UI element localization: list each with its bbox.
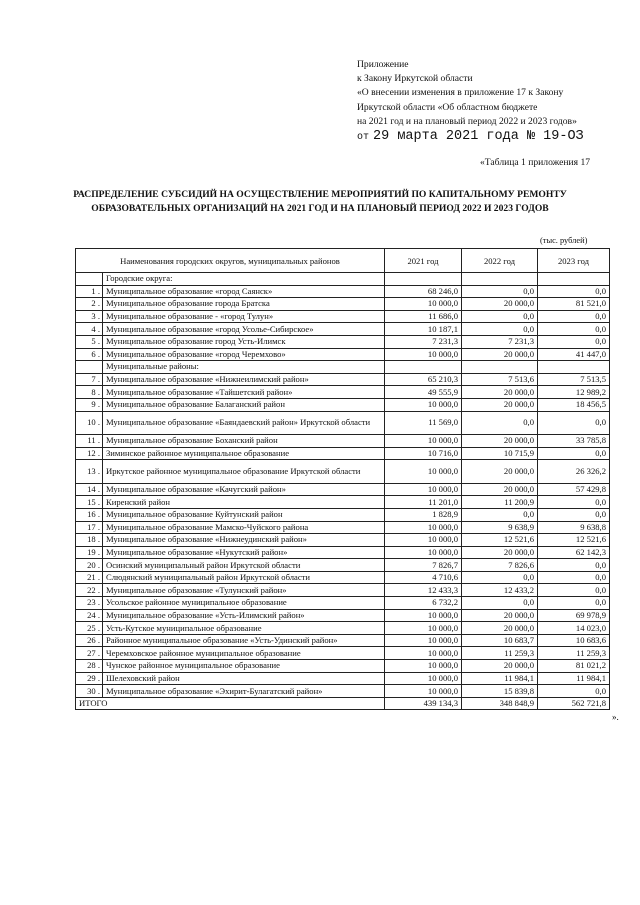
group-row-urban [76,273,610,286]
value-2021: 10 000,0 [385,534,462,547]
group-label-districts: Муниципальные районы: [103,361,385,374]
row-number: 4 . [76,323,103,336]
value-2023: 57 429,8 [538,483,610,496]
value-2021: 4 710,6 [385,571,462,584]
municipality-name: Муниципальное образование «Нижнеудинский район» [106,534,307,545]
table-row [76,584,610,597]
value-2021: 12 433,3 [385,584,462,597]
value-2022: 10 715,9 [462,447,538,460]
table-row [76,285,610,298]
value-2023: 12 989,2 [538,386,610,399]
table-row [76,298,610,311]
row-number: 23 . [76,597,103,610]
table-row [76,496,610,509]
municipality-name: Муниципальное образование «Эхирит-Булагатский район» [106,685,323,696]
value-2021: 6 732,2 [385,597,462,610]
row-number: 2 . [76,298,103,311]
table-row [76,447,610,460]
value-2022: 20 000,0 [462,609,538,622]
value-2022: 0,0 [462,285,538,298]
date-prefix: от [357,132,370,144]
document-title [70,188,570,216]
value-2022: 7 231,3 [462,335,538,348]
value-2023: 0,0 [538,335,610,348]
municipality-name: Муниципальное образование «город Усолье-Сибирское» [106,323,314,334]
appendix-line: Приложение [357,59,409,70]
value-2022: 20 000,0 [462,435,538,448]
appendix-header [357,58,617,147]
row-number: 18 . [76,534,103,547]
value-2022: 20 000,0 [462,546,538,559]
value-2021: 10 000,0 [385,622,462,635]
value-2022: 0,0 [462,323,538,336]
row-number: 3 . [76,310,103,323]
value-2022: 12 521,6 [462,534,538,547]
total-2021: 439 134,3 [385,697,462,709]
value-2021: 10 187,1 [385,323,462,336]
closing-mark: ». [612,712,619,722]
municipality-name: Муниципальное образование «город Саянск» [106,285,273,296]
value-2023: 0,0 [538,508,610,521]
municipality-name: Муниципальное образование «Тулунский район» [106,584,287,595]
municipality-name: Чунское районное муниципальное образование [106,660,280,671]
value-2021: 11 569,0 [385,411,462,435]
value-2021: 7 231,3 [385,335,462,348]
municipality-name: Районное муниципальное образование «Усть-Удинский район» [106,635,338,646]
date-text: 29 марта 2021 года № 19-ОЗ [373,129,584,145]
value-2022: 11 259,3 [462,647,538,660]
table-row [76,335,610,348]
table-row [76,672,610,685]
row-number: 12 . [76,447,103,460]
row-number: 5 . [76,335,103,348]
units-label: (тыс. рублей) [540,236,588,245]
table-row [76,521,610,534]
row-number: 22 . [76,584,103,597]
row-number: 24 . [76,609,103,622]
municipality-name: Усольское районное муниципальное образование [106,597,287,608]
value-2023: 0,0 [538,285,610,298]
table-row [76,609,610,622]
table-row [76,546,610,559]
municipality-name: Иркутское районное муниципальное образование Иркутской области [106,465,361,476]
table-row [76,373,610,386]
value-2022: 0,0 [462,411,538,435]
municipality-name: Муниципальное образование «Тайшетский район» [106,386,293,397]
value-2023: 69 978,9 [538,609,610,622]
table-note: «Таблица 1 приложения 17 [480,157,591,168]
row-number: 27 . [76,647,103,660]
value-2023: 33 785,8 [538,435,610,448]
appendix-line: к Закону Иркутской области [357,73,473,85]
value-2021: 1 828,9 [385,508,462,521]
table-row [76,323,610,336]
total-2023: 562 721,8 [538,697,610,709]
municipality-name: Шелеховский район [106,672,180,683]
row-number: 21 . [76,571,103,584]
value-2022: 20 000,0 [462,298,538,311]
table-row [76,386,610,399]
total-2022: 348 848,9 [462,697,538,709]
value-2023: 12 521,6 [538,534,610,547]
value-2023: 0,0 [538,310,610,323]
value-2022: 11 200,9 [462,496,538,509]
table-row [76,460,610,484]
row-number: 19 . [76,546,103,559]
group-label-urban: Городские округа: [103,273,385,286]
value-2023: 7 513,5 [538,373,610,386]
title-line: ОБРАЗОВАТЕЛЬНЫХ ОРГАНИЗАЦИЙ НА 2021 ГОД И НА ПЛАНОВЫЙ ПЕРИОД 2022 И 2023 ГОДОВ [91,203,549,214]
row-number: 16 . [76,508,103,521]
table-row [76,685,610,698]
value-2022: 7 826,6 [462,559,538,572]
total-label: ИТОГО [76,697,385,709]
column-header-2022: 2022 год [462,249,538,273]
value-2023: 0,0 [538,496,610,509]
subsidy-table [75,248,610,710]
value-2021: 10 000,0 [385,672,462,685]
value-2023: 18 456,5 [538,398,610,411]
municipality-name: Муниципальное образование Боханский район [106,435,278,446]
row-number: 8 . [76,386,103,399]
municipality-name: Муниципальное образование «Баяндаевский район» Иркутской области [106,417,371,428]
municipality-name: Муниципальное образование город Усть-Илимск [106,336,286,347]
table-row [76,508,610,521]
municipality-name: Муниципальное образование Балаганский район [106,399,285,410]
table-row [76,660,610,673]
table-header-row [76,249,610,273]
value-2022: 7 513,6 [462,373,538,386]
table-row [76,534,610,547]
value-2021: 10 000,0 [385,521,462,534]
municipality-name: Муниципальное образование «город Черемхово» [106,348,286,359]
value-2023: 0,0 [538,323,610,336]
group-row-districts [76,361,610,374]
table-row [76,597,610,610]
row-number: 29 . [76,672,103,685]
value-2022: 0,0 [462,508,538,521]
municipality-name: Осинский муниципальный район Иркутской области [106,559,301,570]
value-2023: 11 259,3 [538,647,610,660]
municipality-name: Слюдянский муниципальный район Иркутской области [106,572,311,583]
row-number: 17 . [76,521,103,534]
row-number: 1 . [76,285,103,298]
value-2023: 11 984,1 [538,672,610,685]
value-2021: 10 000,0 [385,435,462,448]
row-number: 25 . [76,622,103,635]
row-number: 9 . [76,398,103,411]
municipality-name: Муниципальное образование - «город Тулун» [106,311,274,322]
value-2021: 10 000,0 [385,546,462,559]
column-header-name: Наименования городских округов, муниципальных районов [76,249,385,273]
value-2023: 26 326,2 [538,460,610,484]
value-2022: 20 000,0 [462,660,538,673]
table-row [76,435,610,448]
value-2021: 10 716,0 [385,447,462,460]
municipality-name: Муниципальное образование города Братска [106,298,270,309]
municipality-name: Муниципальное образование Мамско-Чуйского района [106,521,309,532]
row-number: 11 . [76,435,103,448]
total-row [76,697,610,709]
municipality-name: Киренский район [106,496,170,507]
table-row [76,622,610,635]
municipality-name: Муниципальное образование «Усть-Илимский район» [106,609,305,620]
value-2021: 7 826,7 [385,559,462,572]
row-number: 15 . [76,496,103,509]
value-2021: 11 201,0 [385,496,462,509]
value-2021: 10 000,0 [385,460,462,484]
value-2021: 10 000,0 [385,685,462,698]
value-2023: 0,0 [538,571,610,584]
table-row [76,634,610,647]
value-2022: 20 000,0 [462,460,538,484]
municipality-name: Муниципальное образование Куйтунский район [106,509,283,520]
value-2021: 65 210,3 [385,373,462,386]
value-2023: 14 023,0 [538,622,610,635]
value-2022: 9 638,9 [462,521,538,534]
appendix-line: Иркутской области «Об областном бюджете [357,101,538,113]
title-line: РАСПРЕДЕЛЕНИЕ СУБСИДИЙ НА ОСУЩЕСТВЛЕНИЕ МЕРОПРИЯТИЙ ПО КАПИТАЛЬНОМУ РЕМОНТУ [73,189,567,200]
value-2023: 10 683,6 [538,634,610,647]
row-number: 6 . [76,348,103,361]
value-2021: 68 246,0 [385,285,462,298]
row-number: 30 . [76,685,103,698]
municipality-name: Муниципальное образование «Качугский район» [106,484,286,495]
value-2023: 0,0 [538,584,610,597]
law-date [357,128,617,147]
row-number: 20 . [76,559,103,572]
value-2021: 10 000,0 [385,660,462,673]
appendix-line: на 2021 год и на плановый период 2022 и 2023 годов» [357,115,577,127]
row-number: 13 . [76,460,103,484]
value-2022: 20 000,0 [462,386,538,399]
value-2022: 15 839,8 [462,685,538,698]
value-2023: 0,0 [538,447,610,460]
column-header-2023: 2023 год [538,249,610,273]
value-2023: 62 142,3 [538,546,610,559]
value-2022: 0,0 [462,310,538,323]
value-2023: 0,0 [538,411,610,435]
value-2021: 49 555,9 [385,386,462,399]
municipality-name: Муниципальное образование «Нукутский район» [106,546,288,557]
municipality-name: Зиминское районное муниципальное образование [106,447,290,458]
value-2023: 81 521,0 [538,298,610,311]
table-row [76,647,610,660]
value-2023: 9 638,8 [538,521,610,534]
value-2021: 10 000,0 [385,483,462,496]
value-2022: 0,0 [462,597,538,610]
row-number: 28 . [76,660,103,673]
value-2023: 0,0 [538,597,610,610]
table-row [76,411,610,435]
table-body [76,273,610,710]
value-2021: 11 686,0 [385,310,462,323]
value-2022: 12 433,2 [462,584,538,597]
value-2023: 0,0 [538,559,610,572]
municipality-name: Муниципальное образование «Нижнеилимский район» [106,374,309,385]
table-row [76,398,610,411]
column-header-2021: 2021 год [385,249,462,273]
municipality-name: Усть-Кутское муниципальное образование [106,622,262,633]
table-row [76,559,610,572]
value-2021: 10 000,0 [385,348,462,361]
table-row [76,483,610,496]
table-row [76,310,610,323]
row-number: 14 . [76,483,103,496]
row-number: 7 . [76,373,103,386]
value-2021: 10 000,0 [385,398,462,411]
table-row [76,571,610,584]
value-2021: 10 000,0 [385,647,462,660]
table-row [76,348,610,361]
value-2021: 10 000,0 [385,634,462,647]
value-2022: 20 000,0 [462,348,538,361]
value-2022: 10 683,7 [462,634,538,647]
value-2022: 20 000,0 [462,398,538,411]
row-number: 10 . [76,411,103,435]
value-2023: 81 021,2 [538,660,610,673]
row-number: 26 . [76,634,103,647]
value-2023: 41 447,0 [538,348,610,361]
value-2022: 20 000,0 [462,622,538,635]
value-2022: 0,0 [462,571,538,584]
value-2022: 11 984,1 [462,672,538,685]
value-2021: 10 000,0 [385,298,462,311]
value-2021: 10 000,0 [385,609,462,622]
value-2022: 20 000,0 [462,483,538,496]
value-2023: 0,0 [538,685,610,698]
municipality-name: Черемховское районное муниципальное образование [106,647,301,658]
appendix-line: «О внесении изменения в приложение 17 к Закону [357,87,564,99]
